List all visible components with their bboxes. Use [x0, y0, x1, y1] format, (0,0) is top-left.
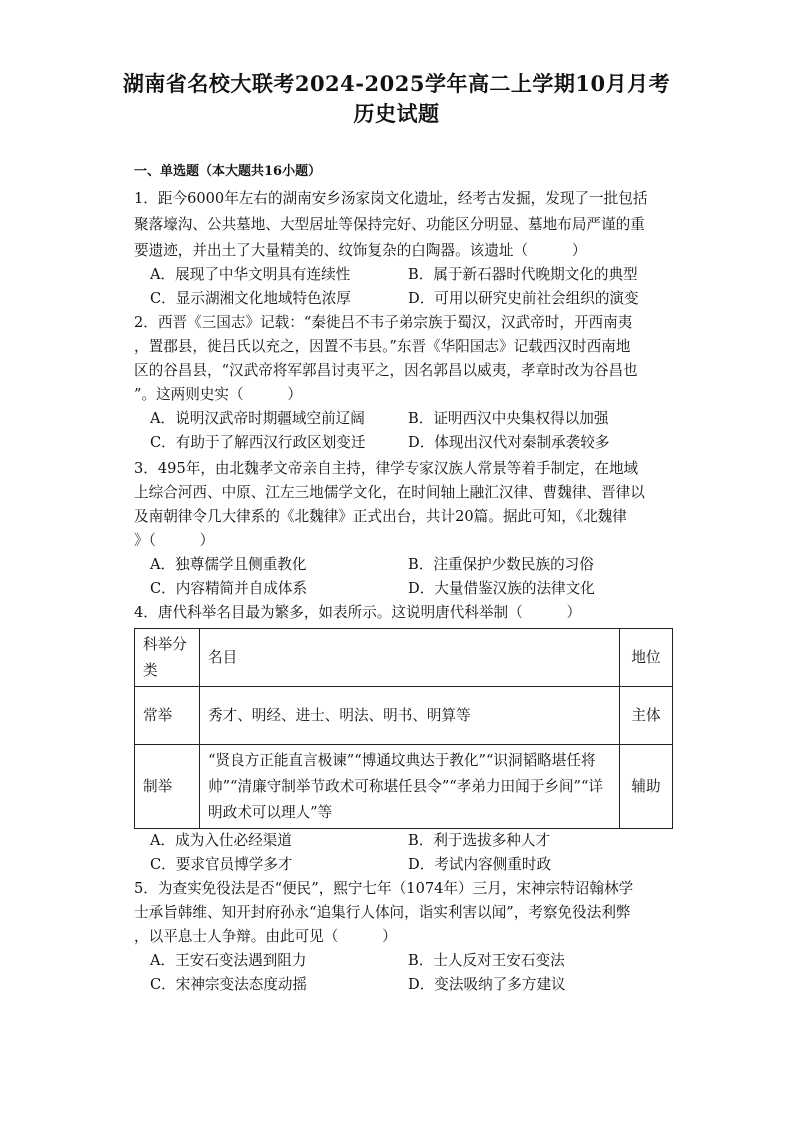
q2-option-d[interactable]: D．体现出汉代对秦制承袭较多 [408, 434, 610, 451]
table-header-cell: 名目 [200, 629, 620, 687]
table-cell: 制举 [135, 745, 200, 829]
q3-stem-line: 3．495年，由北魏孝文帝亲自主持，律学专家汉族人常景等着手制定，在地域 [134, 460, 639, 477]
q4-option-b[interactable]: B．利于选拔多种人才 [408, 832, 551, 849]
q3-option-d[interactable]: D．大量借鉴汉族的法律文化 [408, 580, 595, 597]
q3-option-b[interactable]: B．注重保护少数民族的习俗 [408, 556, 594, 573]
q2-stem-line: ，置郡县，徙吕氏以充之，因置不韦县。”东晋《华阳国志》记载西汉时西南地 [134, 338, 631, 355]
q3-stem-line: 上综合河西、中原、江左三地儒学文化，在时间轴上融汇汉律、曹魏律、晋律以 [134, 484, 645, 501]
table-header-row [135, 629, 673, 687]
q4-stem-line: 4．唐代科举名目最为繁多，如表所示。这说明唐代科举制（ ） [134, 604, 582, 621]
q1-option-d[interactable]: D．可用以研究史前社会组织的演变 [408, 290, 639, 307]
q2-option-b[interactable]: B．证明西汉中央集权得以加强 [408, 410, 609, 427]
q1-option-a[interactable]: A．展现了中华文明具有连续性 [150, 266, 351, 283]
q5-option-b[interactable]: B．士人反对王安石变法 [408, 952, 565, 969]
exam-subtitle: 历史试题 [353, 101, 440, 126]
table-header-cell: 科举分类 [135, 629, 200, 687]
q2-stem-line: ”。这两则史实（ ） [134, 386, 302, 403]
q4-option-d[interactable]: D．考试内容侧重时政 [408, 856, 552, 873]
table-cell: 秀才、明经、进士、明法、明书、明算等 [200, 687, 620, 745]
q5-option-c[interactable]: C．宋神宗变法态度动摇 [150, 976, 308, 993]
table-row [135, 745, 673, 829]
q3-option-c[interactable]: C．内容精简并自成体系 [150, 580, 308, 597]
table-cell: 辅助 [620, 745, 673, 829]
q1-option-b[interactable]: B．属于新石器时代晚期文化的典型 [408, 266, 638, 283]
q5-option-d[interactable]: D．变法吸纳了多方建议 [408, 976, 566, 993]
q5-stem-line: 5．为查实免役法是否“便民”，熙宁七年（1074年）三月，宋神宗特诏翰林学 [134, 880, 634, 897]
q1-stem-line: 1．距今6000年左右的湖南安乡汤家岗文化遗址，经考古发掘，发现了一批包括 [134, 190, 648, 207]
q3-stem-line: 》（ ） [134, 532, 215, 549]
q1-option-c[interactable]: C．显示湖湘文化地域特色浓厚 [150, 290, 351, 307]
exam-title: 湖南省名校大联考2024-2025学年高二上学期10月月考 [122, 71, 671, 96]
q3-option-a[interactable]: A．独尊儒学且侧重教化 [150, 556, 307, 573]
q5-option-a[interactable]: A．王安石变法遇到阻力 [150, 952, 307, 969]
table-cell: “贤良方正能直言极谏”“博通坟典达于教化”“识洞韬略堪任将帅”“清廉守制举节政术可称堪任县令”“孝弟力田闻于乡间”“详明政术可以理人”等 [200, 745, 620, 829]
q1-stem-line: 聚落壕沟、公共墓地、大型居址等保持完好、功能区分明显、墓地布局严谨的重 [134, 216, 645, 233]
q2-stem-line: 2．西晋《三国志》记载：“秦徙吕不韦子弟宗族于蜀汉，汉武帝时，开西南夷 [134, 314, 633, 331]
table-row [135, 687, 673, 745]
section-heading: 一、单选题（本大题共16小题） [134, 164, 322, 179]
q2-option-c[interactable]: C．有助于了解西汉行政区划变迁 [150, 434, 366, 451]
q2-option-a[interactable]: A．说明汉武帝时期疆域空前辽阔 [150, 410, 365, 427]
q5-stem-line: 士承旨韩维、知开封府孙永“追集行人体问，诣实利害以闻”，考察免役法利弊 [134, 904, 631, 921]
q4-option-a[interactable]: A．成为入仕必经渠道 [150, 832, 292, 849]
q2-stem-line: 区的谷昌县，“汉武帝将军郭昌讨夷平之，因名郭昌以威夷，孝章时改为谷昌也 [134, 362, 638, 379]
q5-stem-line: ，以平息士人争辩。由此可见（ ） [134, 928, 397, 945]
table-cell: 主体 [620, 687, 673, 745]
table-cell: 常举 [135, 687, 200, 745]
q1-stem-line: 要遗迹，并出土了大量精美的、纹饰复杂的白陶器。该遗址（ ） [134, 242, 587, 259]
table-header-cell: 地位 [620, 629, 673, 687]
keju-table [134, 628, 673, 829]
q4-option-c[interactable]: C．要求官员博学多才 [150, 856, 293, 873]
q3-stem-line: 及南朝律令几大律系的《北魏律》正式出台，共计20篇。据此可知，《北魏律 [134, 508, 627, 525]
